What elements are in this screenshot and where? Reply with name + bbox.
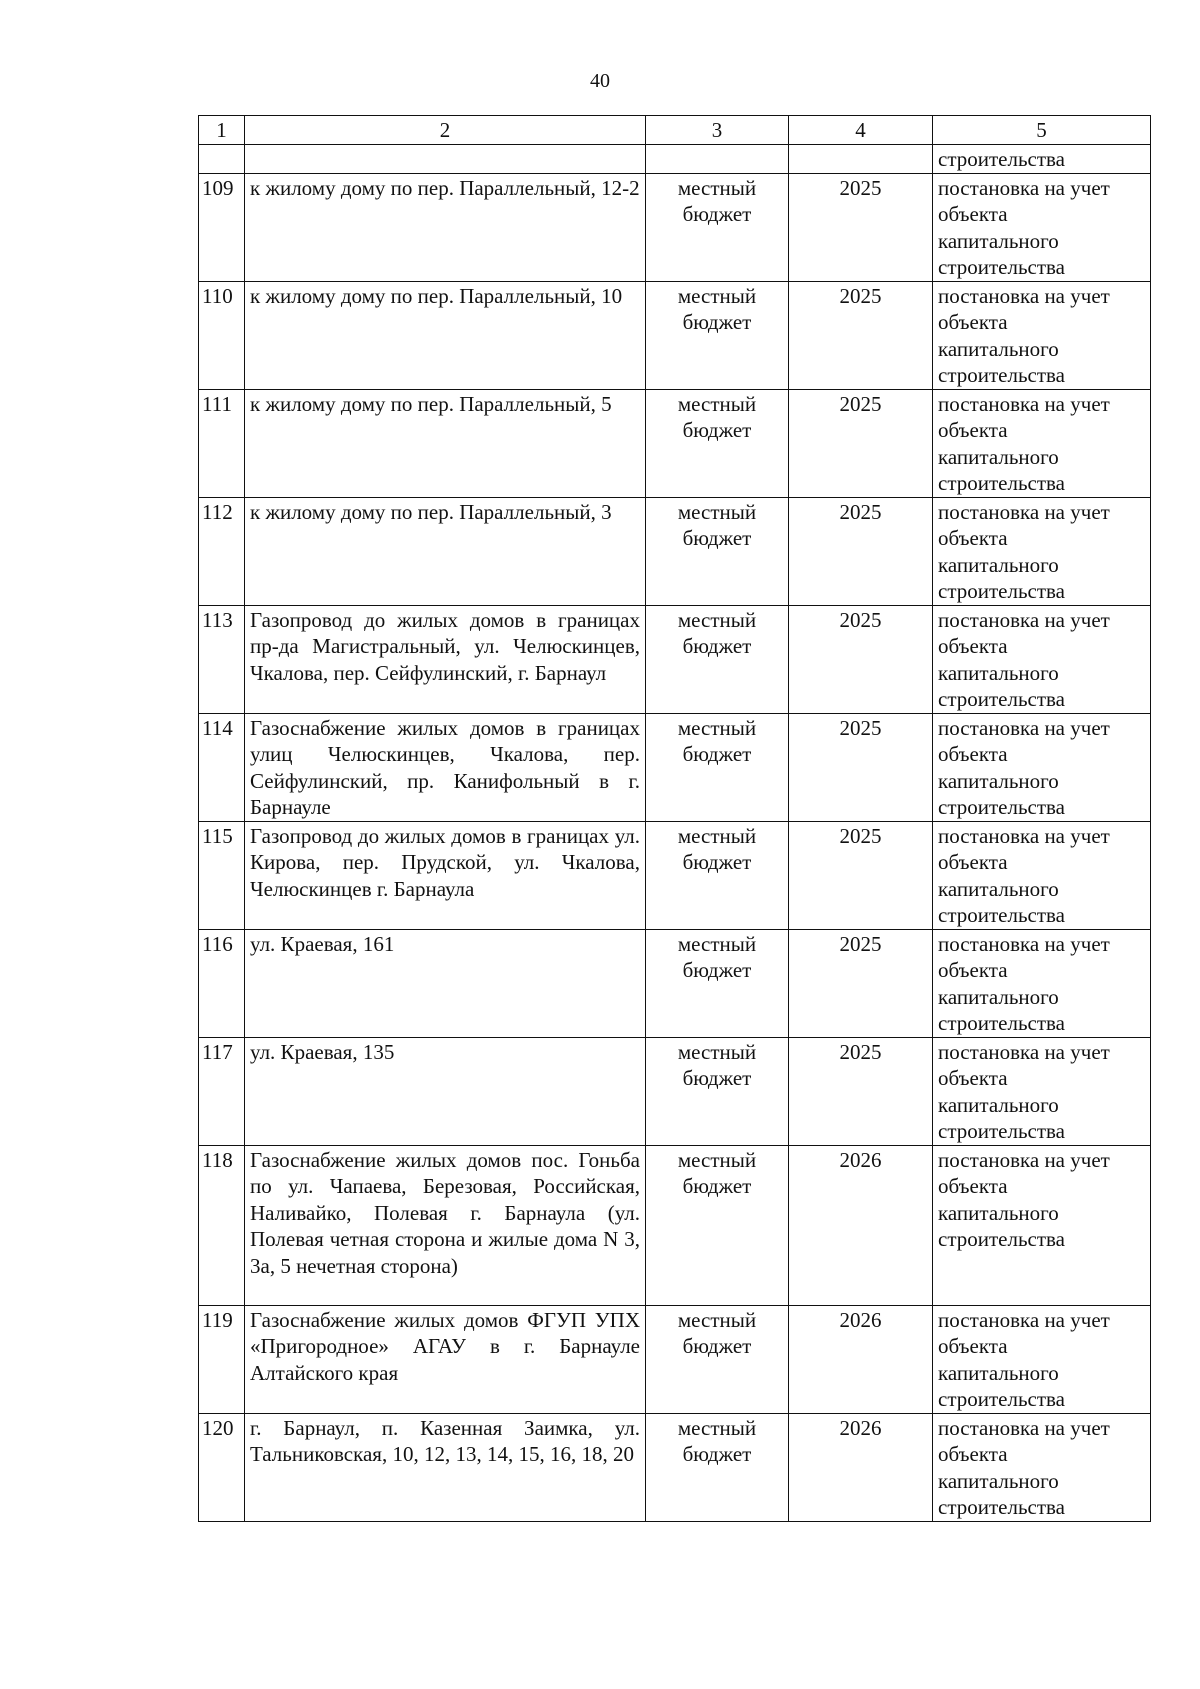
cell-name: г. Барнаул, п. Казенная Заимка, ул. Тальниковская, 10, 12, 13, 14, 15, 16, 18, 20: [245, 1413, 646, 1521]
cell-year: 2026: [789, 1413, 933, 1521]
cell-source: местный бюджет: [646, 497, 789, 605]
action-line: капитального: [938, 336, 1059, 361]
action-line: постановка на учет: [938, 715, 1110, 740]
cell-action: [933, 1037, 1151, 1145]
cell-name: Газоснабжение жилых домов пос. Гоньба по ул. Чапаева, Березовая, Российская, Наливайко, Полевая г. Барнаула (ул. Полевая четная сторона и жилые дома N 3, 3а, 5 нечетная сторона): [245, 1145, 646, 1305]
table-row: [199, 1413, 1151, 1521]
header-col-1: 1: [199, 116, 245, 145]
table-row: [199, 713, 1151, 821]
table-row: [199, 389, 1151, 497]
continuation-row: [199, 145, 1151, 174]
action-line: строительства: [938, 1011, 1066, 1035]
cell-year: 2026: [789, 1145, 933, 1305]
action-line: строительства: [938, 687, 1066, 711]
action-line: объекта: [938, 310, 1008, 334]
action-line: объекта: [938, 1334, 1008, 1358]
cell-action: [933, 605, 1151, 713]
page-number: 40: [590, 70, 610, 92]
cell-num: 114: [199, 713, 245, 821]
action-line: капитального: [938, 768, 1059, 793]
action-line: постановка на учет: [938, 1039, 1110, 1064]
cell-name: к жилому дому по пер. Параллельный, 10: [245, 281, 646, 389]
cell-num: [199, 145, 245, 174]
action-line: постановка на учет: [938, 931, 1110, 956]
table-row: [199, 173, 1151, 281]
action-line: постановка на учет: [938, 823, 1110, 848]
action-line: постановка на учет: [938, 1307, 1110, 1332]
cell-num: 112: [199, 497, 245, 605]
table-row: [199, 821, 1151, 929]
cell-source: местный бюджет: [646, 929, 789, 1037]
action-line: строительства: [938, 1119, 1066, 1143]
cell-name: к жилому дому по пер. Параллельный, 3: [245, 497, 646, 605]
cell-source: местный бюджет: [646, 173, 789, 281]
cell-action: строительства: [933, 145, 1151, 174]
table-row: [199, 1145, 1151, 1305]
action-line: строительства: [938, 255, 1066, 279]
header-col-2: 2: [245, 116, 646, 145]
cell-name: Газопровод до жилых домов в границах ул. Кирова, пер. Прудской, ул. Чкалова, Челюскинцев г. Барнаула: [245, 821, 646, 929]
action-line: постановка на учет: [938, 499, 1110, 524]
cell-year: 2025: [789, 173, 933, 281]
cell-name: к жилому дому по пер. Параллельный, 5: [245, 389, 646, 497]
cell-num: 110: [199, 281, 245, 389]
action-line: капитального: [938, 1200, 1059, 1225]
table-row: [199, 497, 1151, 605]
action-line: постановка на учет: [938, 283, 1110, 308]
action-line: постановка на учет: [938, 175, 1110, 200]
cell-name: Газопровод до жилых домов в границах пр-да Магистральный, ул. Челюскинцев, Чкалова, пер. Сейфулинский, г. Барнаул: [245, 605, 646, 713]
action-line: капитального: [938, 444, 1059, 469]
cell-name: ул. Краевая, 161: [245, 929, 646, 1037]
cell-num: 117: [199, 1037, 245, 1145]
cell-num: 111: [199, 389, 245, 497]
table-row: [199, 605, 1151, 713]
cell-action: [933, 173, 1151, 281]
cell-year: 2025: [789, 1037, 933, 1145]
cell-action: [933, 821, 1151, 929]
action-line: объекта: [938, 1174, 1008, 1198]
action-line: объекта: [938, 634, 1008, 658]
header-col-5: 5: [933, 116, 1151, 145]
cell-year: 2025: [789, 821, 933, 929]
cell-year: 2025: [789, 929, 933, 1037]
action-line: объекта: [938, 418, 1008, 442]
cell-source: местный бюджет: [646, 389, 789, 497]
cell-year: 2025: [789, 497, 933, 605]
header-col-3: 3: [646, 116, 789, 145]
cell-year: 2025: [789, 713, 933, 821]
action-line: объекта: [938, 1442, 1008, 1466]
cell-action: [933, 713, 1151, 821]
cell-name: Газоснабжение жилых домов в границах улиц Челюскинцев, Чкалова, пер. Сейфулинский, пр. Канифольный в г. Барнауле: [245, 713, 646, 821]
action-line: объекта: [938, 958, 1008, 982]
header-col-4: 4: [789, 116, 933, 145]
cell-name: Газоснабжение жилых домов ФГУП УПХ «Пригородное» АГАУ в г. Барнауле Алтайского края: [245, 1305, 646, 1413]
action-line: постановка на учет: [938, 1147, 1110, 1172]
action-line: объекта: [938, 850, 1008, 874]
table-row: [199, 929, 1151, 1037]
cell-num: 113: [199, 605, 245, 713]
cell-source: местный бюджет: [646, 1305, 789, 1413]
action-line: строительства: [938, 795, 1066, 819]
cell-name: к жилому дому по пер. Параллельный, 12-2: [245, 173, 646, 281]
action-line: объекта: [938, 202, 1008, 226]
cell-year: 2025: [789, 389, 933, 497]
table-row: [199, 281, 1151, 389]
action-line: строительства: [938, 1387, 1066, 1411]
action-line: объекта: [938, 526, 1008, 550]
cell-action: [933, 497, 1151, 605]
cell-num: 120: [199, 1413, 245, 1521]
action-line: строительства: [938, 903, 1066, 927]
cell-source: местный бюджет: [646, 821, 789, 929]
action-line: строительства: [938, 471, 1066, 495]
cell-num: 109: [199, 173, 245, 281]
cell-source: местный бюджет: [646, 1413, 789, 1521]
action-line: капитального: [938, 984, 1059, 1009]
action-line: постановка на учет: [938, 391, 1110, 416]
cell-name: ул. Краевая, 135: [245, 1037, 646, 1145]
action-line: объекта: [938, 742, 1008, 766]
cell-action: [933, 1413, 1151, 1521]
action-line: строительства: [938, 579, 1066, 603]
cell-year: 2026: [789, 1305, 933, 1413]
table-row: [199, 1037, 1151, 1145]
cell-year: 2025: [789, 605, 933, 713]
cell-source: местный бюджет: [646, 713, 789, 821]
cell-source: местный бюджет: [646, 1145, 789, 1305]
table-row: [199, 1305, 1151, 1413]
cell-action: [933, 281, 1151, 389]
cell-source: местный бюджет: [646, 605, 789, 713]
action-line: постановка на учет: [938, 607, 1110, 632]
cell-source: местный бюджет: [646, 1037, 789, 1145]
cell-num: 115: [199, 821, 245, 929]
action-line: капитального: [938, 660, 1059, 685]
cell-action: [933, 929, 1151, 1037]
table-header-row: [199, 116, 1151, 145]
cell-num: 118: [199, 1145, 245, 1305]
action-line: капитального: [938, 876, 1059, 901]
cell-source: местный бюджет: [646, 281, 789, 389]
action-line: капитального: [938, 228, 1059, 253]
action-line: капитального: [938, 1468, 1059, 1493]
cell-action: [933, 389, 1151, 497]
action-line: строительства: [938, 1227, 1066, 1251]
cell-source: [646, 145, 789, 174]
action-line: строительства: [938, 1495, 1066, 1519]
data-table: [198, 115, 1151, 1522]
cell-action: [933, 1145, 1151, 1305]
cell-year: [789, 145, 933, 174]
action-line: капитального: [938, 1092, 1059, 1117]
action-line: объекта: [938, 1066, 1008, 1090]
cell-name: [245, 145, 646, 174]
cell-year: 2025: [789, 281, 933, 389]
cell-num: 116: [199, 929, 245, 1037]
action-line: капитального: [938, 1360, 1059, 1385]
cell-num: 119: [199, 1305, 245, 1413]
action-line: строительства: [938, 363, 1066, 387]
cell-action: [933, 1305, 1151, 1413]
action-line: постановка на учет: [938, 1415, 1110, 1440]
action-line: капитального: [938, 552, 1059, 577]
